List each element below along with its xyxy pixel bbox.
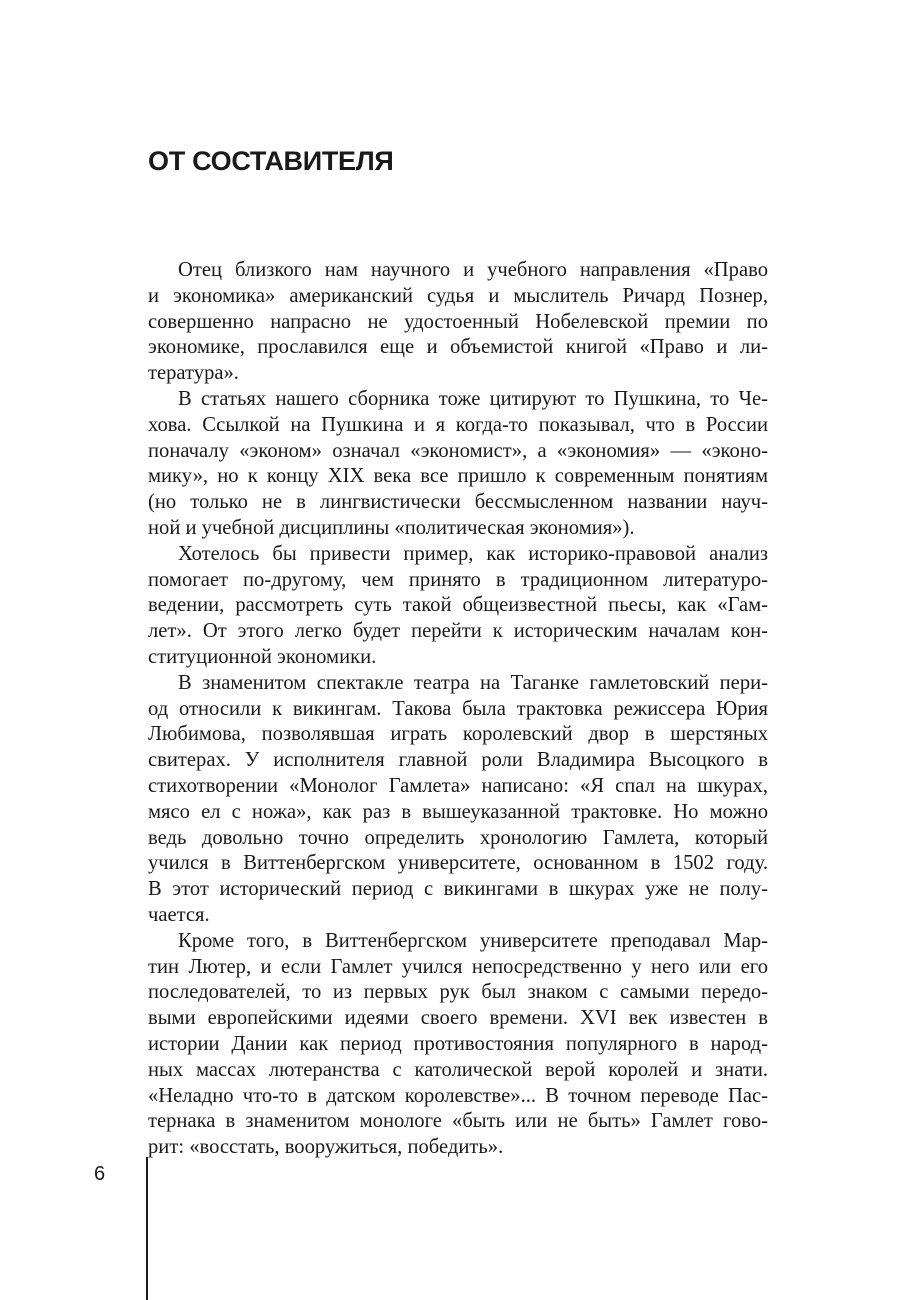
text-line: тература». — [148, 362, 239, 385]
paragraph — [148, 542, 768, 671]
text-line: помогает по-другому, чем принято в традиционном литературо- — [148, 568, 768, 591]
paragraph — [148, 929, 768, 1161]
text-line: тернака в знаменитом монологе «быть или не быть» Гамлет гово- — [148, 1110, 768, 1133]
text-line: экономике, прославился еще и объемистой книгой «Право и ли- — [148, 336, 768, 359]
margin-rule — [146, 1157, 148, 1300]
body-text — [148, 258, 768, 1161]
text-line: В знаменитом спектакле театра на Таганке гамлетовский пери- — [178, 671, 768, 694]
text-line: ведь довольно точно определить хронологию Гамлета, который — [148, 826, 768, 849]
paragraph — [148, 671, 768, 929]
text-line: ной и учебной дисциплины «политическая экономия»). — [148, 516, 635, 539]
text-line: Кроме того, в Виттенбергском университете преподавал Мар- — [178, 929, 768, 952]
text-line: последователей, то из первых рук был знаком с самыми передо- — [148, 981, 768, 1004]
text-line: мику», но к концу XIX века все пришло к современным понятиям — [148, 465, 768, 488]
text-line: мясо ел с ножа», как раз в вышеуказанной трактовке. Но можно — [148, 800, 768, 823]
text-line: ведении, рассмотреть суть такой общеизвестной пьесы, как «Гам- — [148, 594, 768, 617]
text-line: истории Дании как период противостояния популярного в народ- — [148, 1032, 768, 1055]
text-line: (но только не в лингвистически бессмысленном названии науч- — [148, 491, 768, 514]
text-line: В статьях нашего сборника тоже цитируют то Пушкина, то Че- — [178, 387, 768, 410]
text-line: хова. Ссылкой на Пушкина и я когда-то показывал, что в России — [148, 413, 768, 436]
paragraph — [148, 258, 768, 387]
text-line: ных массах лютеранства с католической верой королей и знати. — [148, 1058, 768, 1081]
paragraph — [148, 387, 768, 542]
text-line: ституционной экономики. — [148, 645, 377, 668]
text-line: поначалу «эконом» означал «экономист», а «экономия» — «эконо- — [148, 439, 768, 462]
text-line: од относили к викингам. Такова была трактовка режиссера Юрия — [148, 697, 768, 720]
page-number: 6 — [94, 1163, 106, 1185]
text-line: Отец близкого нам научного и учебного направления «Право — [178, 259, 768, 281]
text-line: стихотворении «Монолог Гамлета» написано: «Я спал на шкурах, — [148, 774, 768, 797]
text-line: Хотелось бы привести пример, как историко-правовой анализ — [178, 542, 768, 565]
chapter-heading: ОТ СОСТАВИТЕЛЯ — [148, 146, 394, 176]
text-line: В этот исторический период с викингами в шкурах уже не полу- — [148, 878, 768, 901]
text-line: и экономика» американский судья и мыслитель Ричард Познер, — [148, 284, 768, 307]
text-line: чается. — [148, 903, 210, 926]
text-line: Любимова, позволявшая играть королевский двор в шерстяных — [148, 723, 768, 746]
text-line: выми европейскими идеями своего времени. XVI век известен в — [148, 1007, 768, 1030]
text-line: свитерах. У исполнителя главной роли Владимира Высоцкого в — [148, 749, 768, 772]
text-line: «Неладно что-то в датском королевстве»... В точном переводе Пас- — [148, 1084, 768, 1107]
text-line: учился в Виттенбергском университете, основанном в 1502 году. — [148, 852, 768, 875]
text-line: лет». От этого легко будет перейти к историческим началам кон- — [148, 620, 768, 643]
text-line: рит: «восстать, вооружиться, победить». — [148, 1136, 504, 1159]
text-line: тин Лютер, и если Гамлет учился непосредственно у него или его — [148, 955, 768, 978]
text-line: совершенно напрасно не удостоенный Нобелевской премии по — [148, 310, 768, 333]
